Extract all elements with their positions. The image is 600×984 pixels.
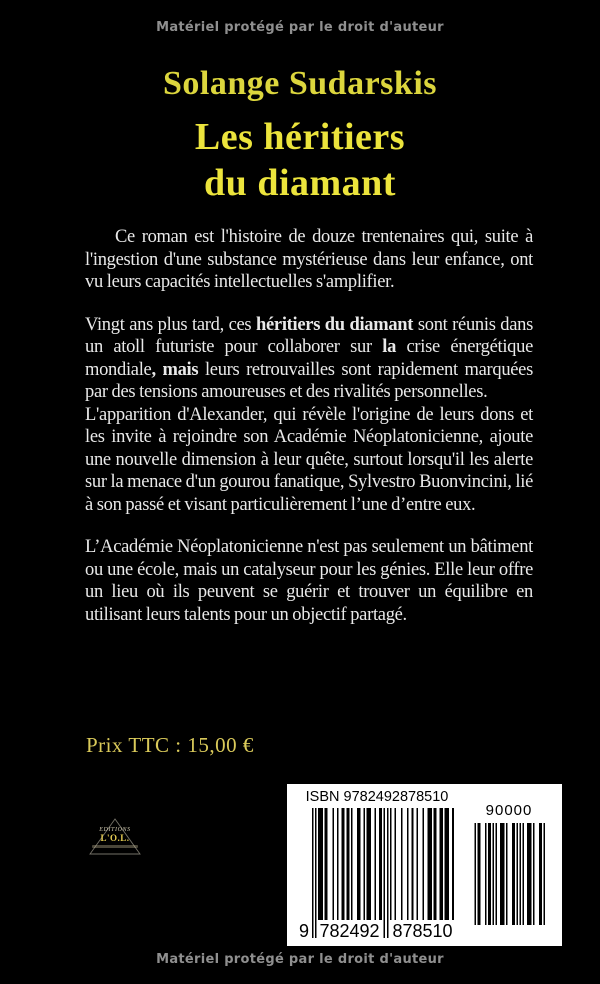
ean13-barcode <box>312 808 460 938</box>
synopsis-paragraph <box>85 314 533 404</box>
ean5-addon-barcode <box>473 823 545 925</box>
synopsis-text: crise énergétique mondiale <box>85 337 533 380</box>
copyright-notice-bottom: Matériel protégé par le droit d'auteur <box>156 952 444 967</box>
synopsis-paragraph <box>85 404 533 517</box>
synopsis-text: leurs retrouvailles sont rapidement marquées par des tensions amoureuses et des rivalités personnelles. <box>85 359 533 402</box>
synopsis <box>85 226 533 626</box>
barcode-addon <box>473 802 545 925</box>
barcode-digit-group: 782492 <box>319 921 380 941</box>
publisher-logo-name: L'O.L. <box>100 833 130 843</box>
synopsis-bold-text: , mais <box>151 359 199 380</box>
synopsis-text: L'apparition d'Alexander, qui révèle l'origine de leurs dons et les invite à rejoindre son Académie Néoplatonicienne, ajoute une nouvelle dimension à leur quête, surtout lorsqu'il les alerte sur la menace d'un gourou fanatique, Sylvestro Buonvincini, lié à son passé et visant particulièrement l’une d’entre eux. <box>85 404 533 515</box>
barcode-panel <box>287 784 562 946</box>
book-author: Solange Sudarskis <box>163 65 437 102</box>
publisher-logo <box>88 816 142 858</box>
synopsis-text: Ce roman est l'histoire de douze trentenaires qui, suite à l'ingestion d'une substance mystérieuse dans leur enfance, ont vu leurs capacités intellectuelles s'amplifier. <box>85 227 533 292</box>
synopsis-text: Vingt ans plus tard, ces <box>85 314 257 335</box>
publisher-logo-tagline <box>92 845 138 848</box>
copyright-notice-top: Matériel protégé par le droit d'auteur <box>156 20 444 35</box>
synopsis-text: sont réunis dans un atoll futuriste pour collaborer sur <box>85 314 533 357</box>
synopsis-paragraph <box>85 226 533 294</box>
synopsis-paragraph <box>85 536 533 626</box>
synopsis-bold-text: héritiers du diamant <box>256 314 414 335</box>
price-label: Prix TTC : 15,00 € <box>86 733 254 757</box>
isbn-label: ISBN 9782492878510 <box>305 789 449 805</box>
synopsis-text: L’Académie Néoplatonicienne n'est pas seulement un bâtiment ou une école, mais un catalyseur pour les génies. Elle leur offre un lieu où ils peuvent se guérir et trouver un équilibre en utilisant leurs talents pour un objectif partagé. <box>85 537 533 625</box>
barcode-digit-group: 878510 <box>392 921 453 941</box>
barcode-digit-group: 9 <box>298 921 309 941</box>
addon-price-code: 90000 <box>485 802 533 819</box>
synopsis-bold-text: la <box>382 337 397 357</box>
book-title-line2: du diamant <box>204 162 396 204</box>
book-title <box>0 114 600 206</box>
publisher-logo-editions-text: EDITIONS <box>99 827 131 833</box>
book-title-line1: Les héritiers <box>194 116 406 158</box>
